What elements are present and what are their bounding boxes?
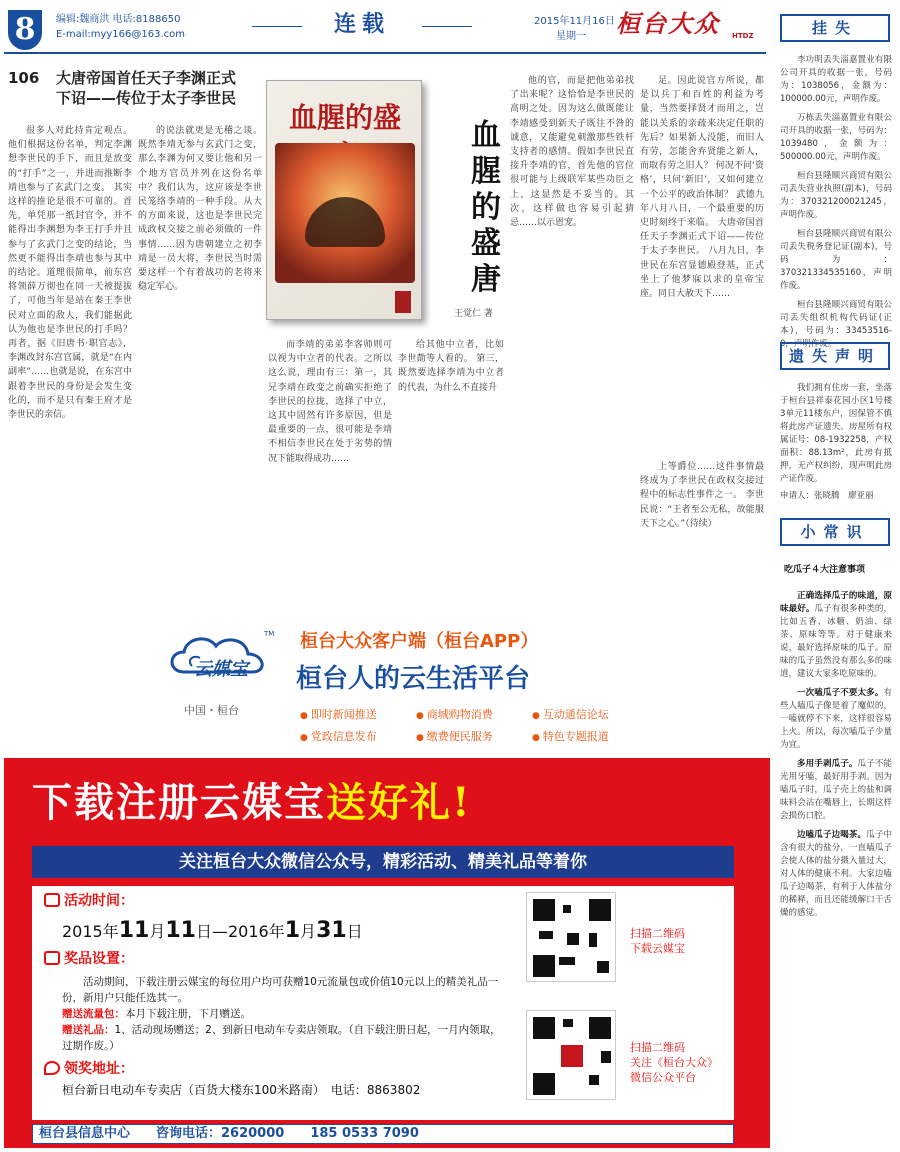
editor-info — [56, 12, 185, 42]
article-column-3: 他的官，而是把他弟弟找了出来呢？这恰恰是李世民的高明之处。因为这么做既能让李靖感受到新天子既往不咎的诚意，又能避免刺激那些铁杆支持者的感情。假如李世民直接升李靖的官，首先他的官位很可能与上级联军某些功臣之上，这显然是不妥当的。其次，这样做也容易引起猜忌……以示恩宠。 — [510, 76, 634, 229]
lost-items — [780, 54, 892, 349]
yunmeibao-logo — [164, 630, 274, 700]
article-column-7: 给其他中立者，比如李世勣等人看的。 第三，既然要选择李靖为中立者的代表，为什么不直接升 — [398, 340, 504, 393]
time-heading — [44, 892, 134, 911]
time-part: 31 — [316, 918, 347, 943]
section-title: 连载 — [292, 10, 432, 40]
time-part: 2015年 — [62, 922, 119, 941]
contact-footer: 桓台县信息中心 咨询电话：2620000 185 0533 7090 — [32, 1124, 734, 1144]
date-info — [534, 14, 615, 44]
article-column-2: 的说法就更是无稽之谈。 既然李靖无参与玄武门之变，那么李渊为何又要让他和另一个地方官员并列在这份名单中？我们认为，这应该是李世民笼络李靖的一种手段。从大的方面来说，这也是李世民完成政权交接之前必须做的一件事情……因为唐朝建立之初李靖是一员大将，李世民当时需要这样一个有着战功的老将来稳定军心。 — [138, 126, 262, 293]
address-text: 桓台新日电动车专卖店（百货大楼东100米路南） 电话：8863802 — [62, 1083, 421, 1097]
serial-article — [4, 66, 768, 606]
tip-text: 有些人嗑瓜子像是着了魔似的，一嗑就停不下来，这样很容易上火。所以，每次嗑瓜子少量为宜。 — [780, 688, 892, 750]
logo-subtitle: 中国・桓台 — [184, 704, 239, 717]
lost-item: 李功明丢失淄嘉置业有限公司开具的收据一张，号码为：1038056，金额为：100000.00元，声明作废。 — [780, 55, 892, 104]
book-cover — [266, 80, 426, 332]
right-sidebar — [774, 4, 896, 1148]
book-author: 王觉仁 著 — [454, 309, 493, 319]
slogan-part-a: 下载注册云媒宝 — [32, 779, 326, 826]
feature-item: ● 即时新闻推送 — [300, 708, 420, 723]
vertical-book-title — [466, 118, 506, 298]
article-title-line1: 大唐帝国首任天子李渊正式 — [56, 69, 237, 87]
logo-text: 云媒宝 — [194, 659, 248, 680]
lost-item: 桓台县隆顺兴商贸有限公司丢失营业执照(副本)，号码为：370321200021245，声明作废。 — [780, 171, 892, 220]
qr-code-wechat[interactable] — [526, 1010, 616, 1100]
ad-big-slogan — [32, 776, 472, 830]
lost-item: 桓台县隆顺兴商贸有限公司丢失组织机构代码证(正本)，号码为：33453516-0，声明作废。 — [780, 300, 892, 349]
book-illustration — [275, 143, 415, 283]
feature-item: ● 缴费便民服务 — [416, 730, 536, 745]
prize-gift-line — [62, 1022, 502, 1054]
tips-title: 吃瓜子４大注意事项 — [784, 565, 866, 575]
article-column-1: 很多人对此持肯定观点。他们根据这份名单，判定李渊想李世民的手下，而且是放变的“打手”之一，并进而推断李靖也参与了玄武门之变。 其实这样的推论是很不可靠的。首先，单凭那一纸封官令，并不能得出李渊想为李王打手并且参与了玄武门之变的结论，当然更不能得出李靖也参与其中的结论。道理很简单，前东宫将领薛万彻也在同一天被提拔了，可他当年是站在秦王李世民对立面的敌人，我们能据此认为他也是李世民的打手吗？ 再者，据《旧唐书·职官志》，李渊改封东宫官属，就是“在内副率”……也就是说，在东宫中跟着李世民的身份是会发生变化的，而不是只有秦王府才是李世民的亲信。 — [8, 126, 132, 421]
tip-bold: 多用手剥瓜子。 — [797, 759, 858, 769]
activity-time — [62, 916, 363, 946]
article-number: 106 — [8, 69, 40, 87]
ad-red-panel — [4, 758, 770, 1148]
book-title: 血腥的盛 — [288, 101, 401, 134]
feature-item: ● 特色专题报道 — [532, 730, 652, 745]
prize-body: 活动期间，下载注册云媒宝的每位用户均可获赠10元流量包或价值10元以上的精美礼品一份，新用户只能任选其一。 — [62, 976, 499, 1004]
feature-item: ● 党政信息发布 — [300, 730, 420, 745]
qr2-caption — [630, 1040, 718, 1085]
tip-item — [780, 590, 892, 681]
tip-item — [780, 829, 892, 920]
alarm-clock-icon — [44, 893, 60, 907]
qr2-caption-line: 扫描二维码 — [630, 1041, 685, 1054]
slogan-part-b: 送好礼! — [326, 779, 472, 826]
notice-text — [780, 382, 892, 502]
book-cover-image — [266, 80, 422, 320]
notice-body: 我们拥有住房一套，坐落于桓台县祥泰花园小区1号楼3单元11楼东户，因保管不慎将此房产证遗失。房屋所有权属证号：08-1932258，产权面积：88.13m²，此房有抵押，无产权纠纷，现声明此房产证作废。 — [780, 383, 892, 484]
advertisement — [4, 612, 770, 1148]
lost-item: 桓台县隆顺兴商贸有限公司丢失税务登记证(副本)，号码为：370321334535160，声明作废。 — [780, 229, 892, 291]
notice-heading: 遗失声明 — [780, 342, 890, 370]
editor-line: 编辑:魏商洪 电话:8188650 — [56, 14, 181, 25]
lost-item: 万栋丢失淄嘉置业有限公司开具的收据一张，号码为：1039480，金额为：500000.00元，声明作废。 — [780, 113, 892, 162]
horse-illustration — [305, 197, 385, 247]
page-header — [4, 4, 766, 54]
prize-flow-label: 赠送流量包： — [62, 1008, 125, 1020]
time-part: 月 — [300, 922, 317, 941]
time-part: 日—2016年 — [196, 922, 285, 941]
tip-text: 瓜子不能光用牙嗑，最好用手剥。因为嗑瓜子时，瓜子壳上的盐和调味料会沾在嘴唇上，长期这样会损伤口腔。 — [780, 759, 892, 821]
time-part: 11 — [165, 918, 196, 943]
prize-heading-text: 奖品设置： — [64, 951, 134, 967]
tip-text: 瓜子有很多种类的，比如五香、冰糖、奶油、绿茶、原味等等。对于健康来说，最好选择原味的瓜子。原味的瓜子虽然没有那么多的味道，建议大家多吃原味的。 — [780, 604, 892, 679]
qr2-caption-line: 微信公众平台 — [630, 1071, 696, 1084]
qr2-caption-line: 关注《桓台大众》 — [630, 1056, 718, 1069]
logo-tm: TM — [264, 630, 275, 638]
tip-bold: 一次嗑瓜子不要太多。 — [797, 688, 884, 698]
masthead-sub: HTDZ — [732, 32, 754, 40]
notice-signature: 申请人：张晓腾 廖亚丽 — [780, 491, 874, 501]
qr1-caption-line: 下载云媒宝 — [630, 942, 685, 955]
tips-heading: 小常识 — [780, 518, 890, 546]
time-part: 11 — [118, 918, 150, 943]
prize-details — [62, 974, 502, 1054]
tip-item — [780, 758, 892, 823]
ad-headline-1: 桓台大众客户端（桓台APP） — [300, 631, 539, 652]
wechat-band: 关注桓台大众微信公众号，精彩活动、精美礼品等着你 — [32, 846, 734, 878]
prize-gift-label: 赠送礼品： — [62, 1024, 115, 1036]
tips-list — [780, 590, 892, 1144]
qr1-caption-line: 扫描二维码 — [630, 927, 685, 940]
prize-flow-line — [62, 1006, 502, 1022]
time-part: 日 — [346, 922, 363, 941]
article-column-8: 上等爵位……这件事情最终成为了李世民在政权交接过程中的标志性事件之一。 李世民说：“王者至公无私，故能服天下之心。”（待续） — [640, 462, 764, 529]
qr1-caption — [630, 926, 685, 956]
gift-icon — [44, 951, 60, 965]
feature-item: ● 互动通信论坛 — [532, 708, 652, 723]
weekday: 星期一 — [556, 31, 586, 42]
address-heading — [44, 1060, 134, 1079]
page-number: 8 — [8, 10, 42, 50]
article-column-4: 足。因此说官方所说，都是以兵丁和百姓的利益为考量，当然要择贤才而用之，岂能以关系的亲疏来决定任职的先后？如果新人没能，而旧人有劳，怎能舍弃贤能之新人，而取有劳之旧人？ 何况不问‘资格’，只问‘新旧’，又如何建立一个公平的政治体制？ 武德九年八月八日，一个最重要的历史时刻终于来临。 大唐帝国首任天子李渊正式下诏——传位于太子李世民。 八月九日，李世民在东宫显德殿登基，正式坐上了他梦寐以求的皇帝宝座。同日大赦天下…… — [640, 76, 764, 300]
article-column-6: 而李靖的弟弟李客师则可以视为中立者的代表。之所以这么说，理由有三：第一，其兄李靖在政变之前确实拒绝了李世民的拉拢，选择了中立，这其中固然有许多原因，但是最重要的一点，很可能是李靖不相信李世民在处于劣势的情况下能取得成功…… — [268, 340, 392, 464]
location-pin-icon — [44, 1061, 60, 1075]
email-line: E-mail:myy166@163.com — [56, 29, 186, 40]
feature-item: ● 商城购物消费 — [416, 708, 536, 723]
prize-flow-text: 本月下载注册，下月赠送。 — [125, 1008, 251, 1020]
prize-gift-text: 1、活动现场赠送；2、到新日电动车专卖店领取。（自下载注册日起，一月内领取，过期作废。） — [62, 1024, 501, 1052]
qr-code-download[interactable] — [526, 892, 616, 982]
prize-heading — [44, 950, 134, 969]
time-part: 月 — [149, 922, 166, 941]
ad-details — [32, 886, 734, 1120]
publisher-logo — [395, 291, 411, 313]
lost-heading: 挂失 — [780, 14, 890, 42]
vertical-title-text: 血 腥 的 盛 唐 — [471, 118, 501, 297]
masthead-logo: 桓台大众 — [616, 9, 720, 38]
time-heading-text: 活动时间： — [64, 893, 134, 909]
address-heading-text: 领奖地址： — [64, 1061, 134, 1077]
tip-item — [780, 687, 892, 752]
tip-bold: 边嗑瓜子边喝茶。 — [797, 830, 867, 840]
ad-top-banner — [4, 612, 770, 750]
tip-bold: 正确选择瓜子的味道，原味最好。 — [780, 591, 892, 614]
ad-headline-2: 桓台人的云生活平台 — [296, 664, 531, 694]
article-title-line2: 下诏——传位于太子李世民 — [56, 89, 237, 107]
tip-text: 瓜子中含有很大的盐分，一直嗑瓜子会使人体的盐分摄入量过大，对人体的健康不利。大家边嗑瓜子边喝茶，有利于人体盐分的稀释，而且还能缓解口干舌燥的感觉。 — [780, 830, 892, 918]
time-part: 1 — [284, 918, 301, 943]
date: 2015年11月16日 — [534, 16, 615, 27]
